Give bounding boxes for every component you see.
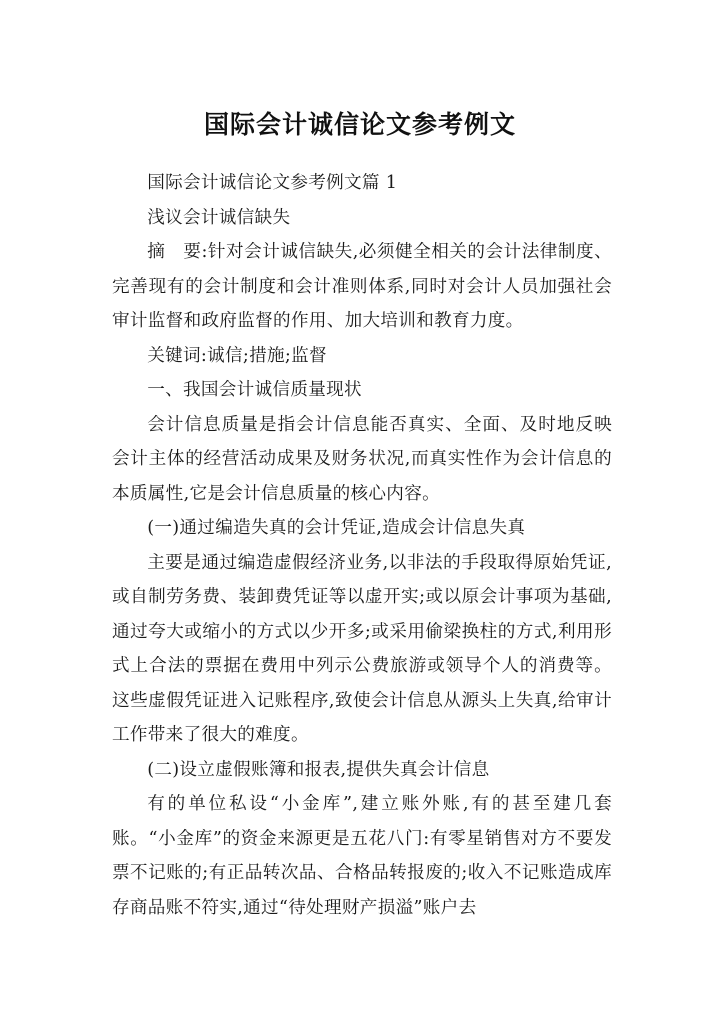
paragraph-keywords: 关键词:诚信;措施;监督 <box>147 345 327 366</box>
subsection-heading-1: (一)通过编造失真的会计凭证,造成会计信息失真 <box>147 518 526 538</box>
paragraph-body: 会计信息质量是指会计信息能否真实、全面、及时地反映会计主体的经营活动成果及财务状况,而真实性作为会计信息的本质属性,它是会计信息质量的核心内容。 <box>112 414 612 504</box>
paragraph-body: 主要是通过编造虚假经济业务,以非法的手段取得原始凭证,或自制劳务费、装卸费凭证等以虚开实;或以原会计事项为基础,通过夸大或缩小的方式以少开多;或采用偷梁换柱的方式,利用形式上合法的票据在费用中列示公费旅游或领导个人的消费等。这些虚假凭证进入记账程序,致使会计信息从源头上失真,给审计工作带来了很大的难度。 <box>112 552 612 745</box>
subsection-heading-2: (二)设立虚假账簿和报表,提供失真会计信息 <box>147 759 490 780</box>
paragraph-body: 有的单位私设“小金库”,建立账外账,有的甚至建几套账。“小金库”的资金来源更是五花八门:有零星销售对方不要发票不记账的;有正品转次品、合格品转报废的;收入不记账造成库存商品账不符实,通过“待处理财产损溢”账户去 <box>112 794 612 918</box>
document-body <box>112 166 612 925</box>
document-title: 国际会计诚信论文参考例文 <box>203 109 516 139</box>
section-heading-1: 一、我国会计诚信质量现状 <box>147 380 362 400</box>
paragraph-subtitle: 浅议会计诚信缺失 <box>147 207 291 228</box>
paragraph-abstract: 摘 要:针对会计诚信缺失,必须健全相关的会计法律制度、完善现有的会计制度和会计准则体系,同时对会计人员加强社会审计监督和政府监督的作用、加大培训和教育力度。 <box>112 242 612 331</box>
paragraph-heading-article: 国际会计诚信论文参考例文篇 1 <box>147 173 398 193</box>
